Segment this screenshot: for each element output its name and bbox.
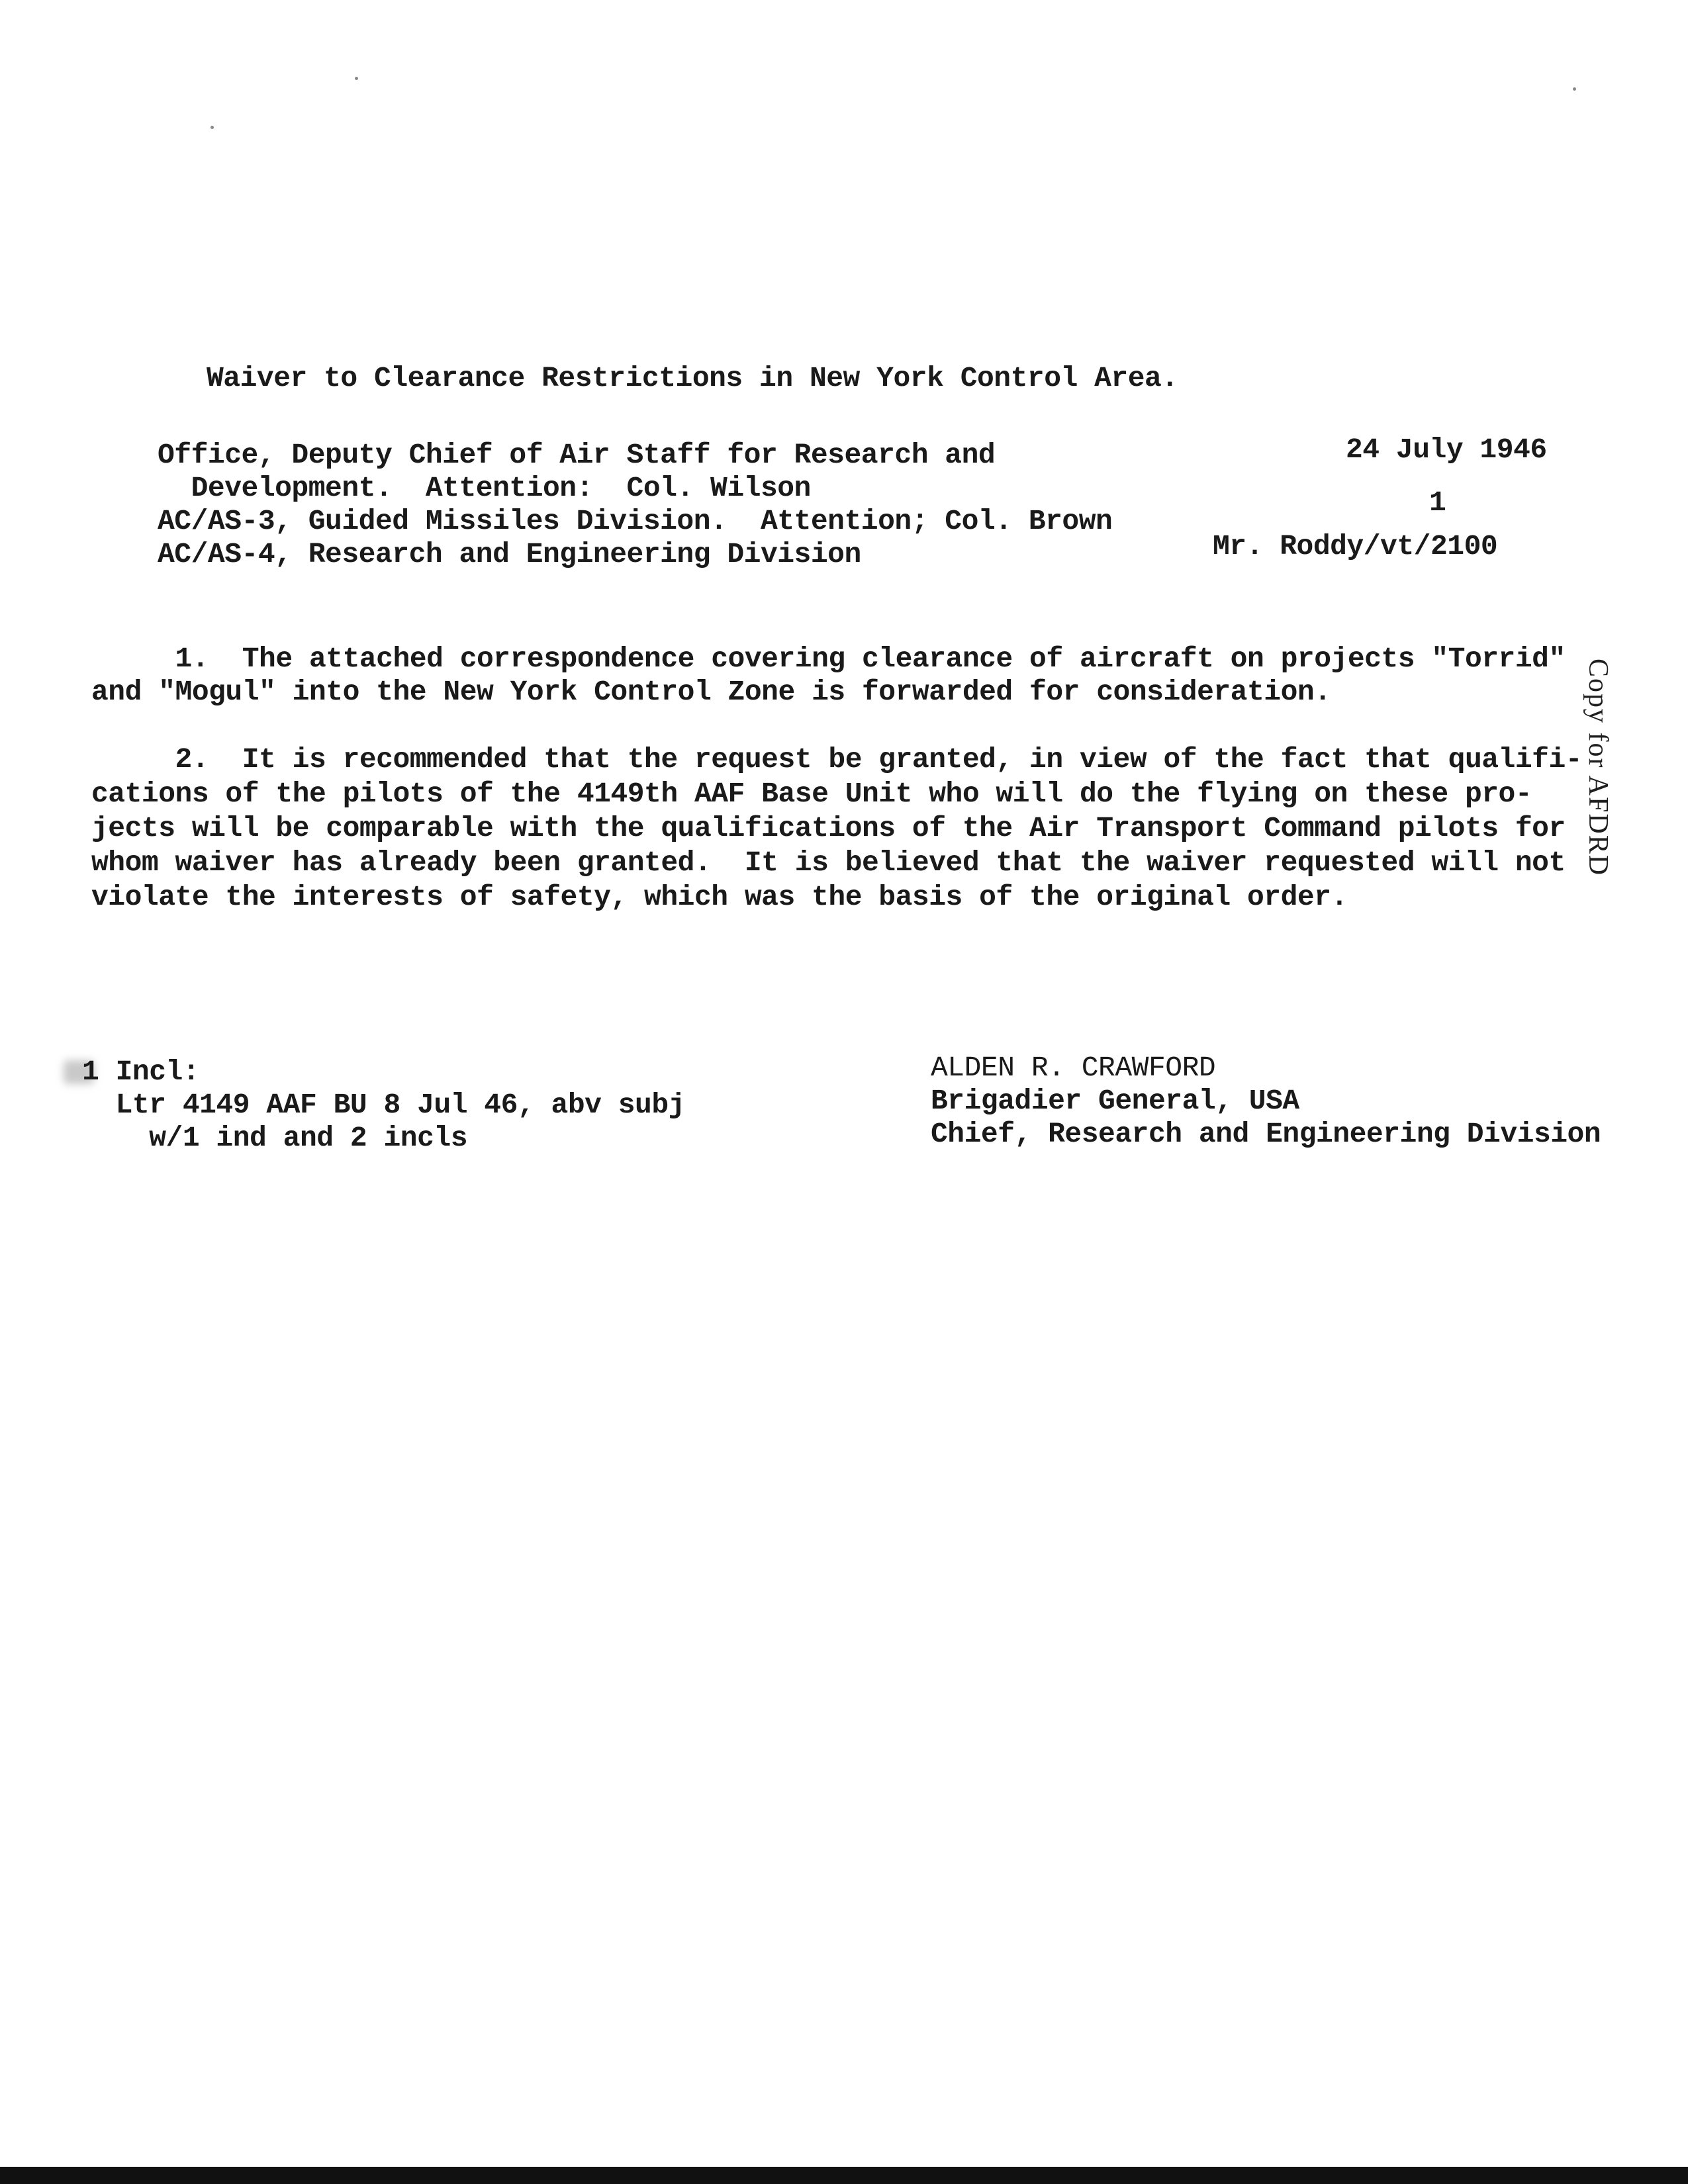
paragraph-line: and "Mogul" into the New York Control Zone is forwarded for consideration.: [91, 676, 1331, 708]
paragraph-line: 1. The attached correspondence covering clearance of aircraft on projects "Torrid": [91, 643, 1566, 675]
margin-copy-note: Copy for AFDRD: [1583, 659, 1613, 877]
inclosure-line: 1 Incl:: [82, 1056, 200, 1088]
addressee-line: AC/AS-3, Guided Missiles Division. Attention; Col. Brown: [158, 505, 1113, 537]
inclosure-line: w/1 ind and 2 incls: [82, 1122, 467, 1154]
paragraph-line: jects will be comparable with the qualifications of the Air Transport Command pilots for: [91, 812, 1566, 844]
scan-speck: [211, 126, 214, 129]
memo-subject: Waiver to Clearance Restrictions in New York Control Area.: [207, 362, 1178, 394]
inclosure-line: Ltr 4149 AAF BU 8 Jul 46, abv subj: [82, 1089, 685, 1121]
paragraph-line: violate the interests of safety, which was the basis of the original order.: [91, 881, 1348, 913]
sheet-number: 1: [1429, 486, 1446, 519]
paragraph-line: whom waiver has already been granted. It is believed that the waiver requested will not: [91, 846, 1566, 879]
scan-speck: [1573, 87, 1576, 91]
signer-name: ALDEN R. CRAWFORD: [931, 1052, 1216, 1084]
memo-date: 24 July 1946: [1346, 433, 1547, 466]
paragraph-line: 2. It is recommended that the request be granted, in view of the fact that qualifi-: [91, 743, 1583, 776]
paragraph-line: cations of the pilots of the 4149th AAF Base Unit who will do the flying on these pro-: [91, 778, 1532, 810]
addressee-line: Development. Attention: Col. Wilson: [158, 472, 811, 504]
scan-edge-bar: [0, 2167, 1688, 2184]
signer-title: Chief, Research and Engineering Division: [931, 1118, 1601, 1150]
scan-speck: [355, 77, 358, 80]
addressee-line: Office, Deputy Chief of Air Staff for Research and: [158, 439, 996, 471]
reference-initials: Mr. Roddy/vt/2100: [1213, 530, 1498, 563]
signer-rank: Brigadier General, USA: [931, 1085, 1299, 1117]
addressee-line: AC/AS-4, Research and Engineering Division: [158, 538, 861, 570]
